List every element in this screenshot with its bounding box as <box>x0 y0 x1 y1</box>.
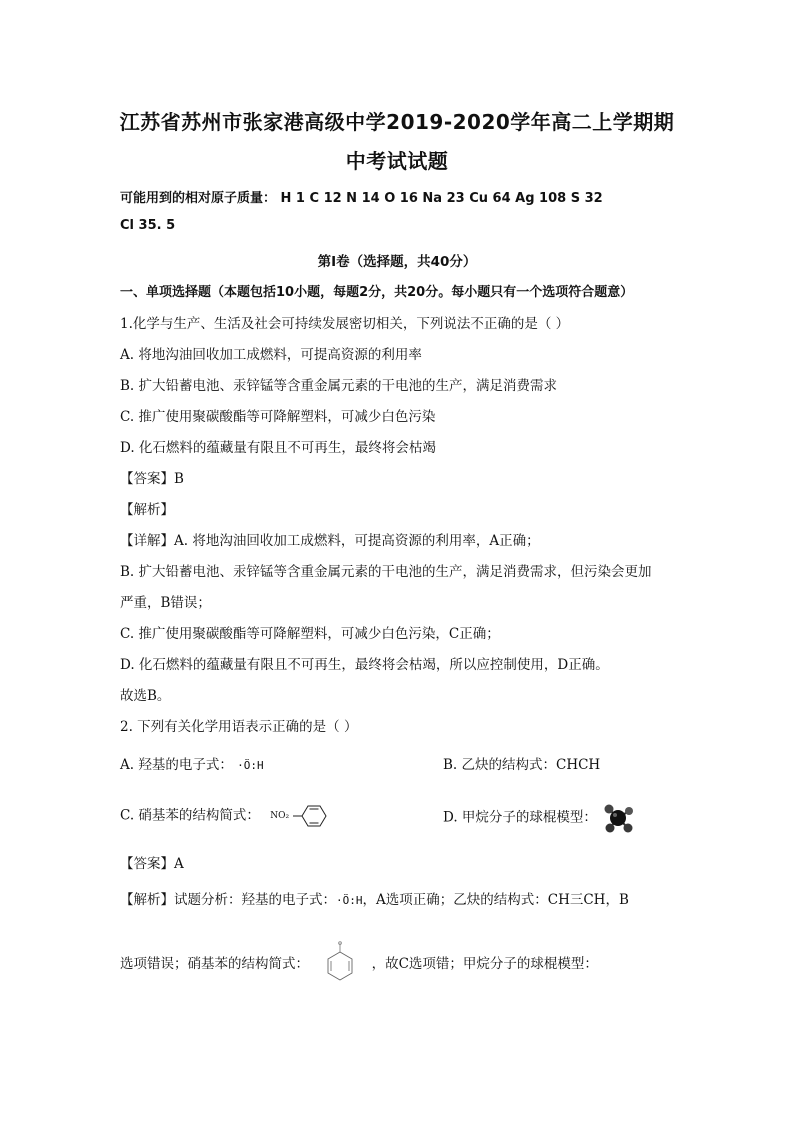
q1-option-a: A. 将地沟油回收加工成燃料，可提高资源的利用率 <box>120 347 422 363</box>
nitrobenzene-structure-icon <box>293 803 327 829</box>
q2-option-d <box>443 803 635 833</box>
section-header: 第Ⅰ卷（选择题，共40分） <box>317 254 477 270</box>
q1-answer: 【答案】B <box>120 471 184 487</box>
q1-option-d: D. 化石燃料的蕴藏量有限且不可再生，最终将会枯竭 <box>120 440 436 456</box>
q2-analysis-text: ，故C选项错；甲烷分子的球棍模型： <box>371 956 598 972</box>
q2-option-a <box>120 753 264 773</box>
methane-ball-stick-model-icon <box>601 803 635 833</box>
q2-analysis-text: 选项错误；硝基苯的结构简式： <box>120 956 309 972</box>
q2-analysis-text: 【解析】试题分析：羟基的电子式： <box>120 892 336 908</box>
atomic-masses-line-2: Cl 35. 5 <box>120 218 176 233</box>
part1-header: 一、单项选择题（本题包括10小题，每题2分，共20分。每小题只有一个选项符合题意） <box>120 285 634 300</box>
q1-detail-line: B. 扩大铅蓄电池、汞锌锰等含重金属元素的干电池的生产，满足消费需求，但污染会更加 <box>120 564 652 580</box>
q1-detail-line: 严重，B错误； <box>120 595 211 611</box>
q1-analysis-label: 【解析】 <box>120 502 174 518</box>
q2-option-a-label: A. 羟基的电子式： <box>120 757 233 773</box>
q1-stem: 1.化学与生产、生活及社会可持续发展密切相关，下列说法不正确的是（ ） <box>120 316 570 332</box>
atomic-masses-line-1: 可能用到的相对原子质量： H 1 C 12 N 14 O 16 Na 23 Cu 64 Ag 108 S 32 <box>120 191 603 206</box>
q1-option-b: B. 扩大铅蓄电池、汞锌锰等含重金属元素的干电池的生产，满足消费需求 <box>120 378 558 394</box>
q2-analysis-text: ，A选项正确；乙炔的结构式：CH三CH，B <box>362 892 629 908</box>
q2-analysis-line-2 <box>120 940 598 986</box>
nitrobenzene-structure-icon <box>319 940 361 986</box>
q2-answer: 【答案】A <box>120 856 184 872</box>
q2-analysis-line-1 <box>120 888 629 908</box>
q2-option-d-label: D. 甲烷分子的球棍模型： <box>443 809 597 826</box>
q2-option-c <box>120 803 327 829</box>
q2-stem: 2. 下列有关化学用语表示正确的是（ ） <box>120 719 358 735</box>
q2-option-b: B. 乙炔的结构式：CHCH <box>443 757 601 773</box>
q2-option-c-label: C. 硝基苯的结构简式： <box>120 807 260 824</box>
title-line-2: 中考试试题 <box>345 149 449 173</box>
nitro-group-label: NO₂ <box>270 811 290 821</box>
q1-detail-line: C. 推广使用聚碳酸酯等可降解塑料，可减少白色污染，C正确； <box>120 626 500 642</box>
hydroxyl-electron-formula: ·Ö:H <box>336 894 363 907</box>
q1-detail-line: D. 化石燃料的蕴藏量有限且不可再生，最终将会枯竭，所以应控制使用，D正确。 <box>120 657 609 673</box>
q1-option-c: C. 推广使用聚碳酸酯等可降解塑料，可减少白色污染 <box>120 409 436 425</box>
title-line-1: 江苏省苏州市张家港高级中学2019-2020学年高二上学期期 <box>119 110 675 134</box>
q1-detail-line: 【详解】A. 将地沟油回收加工成燃料，可提高资源的利用率，A正确； <box>120 533 540 549</box>
hydroxyl-electron-formula: ·Ö:H <box>237 759 264 772</box>
q1-detail-line: 故选B。 <box>120 688 171 704</box>
